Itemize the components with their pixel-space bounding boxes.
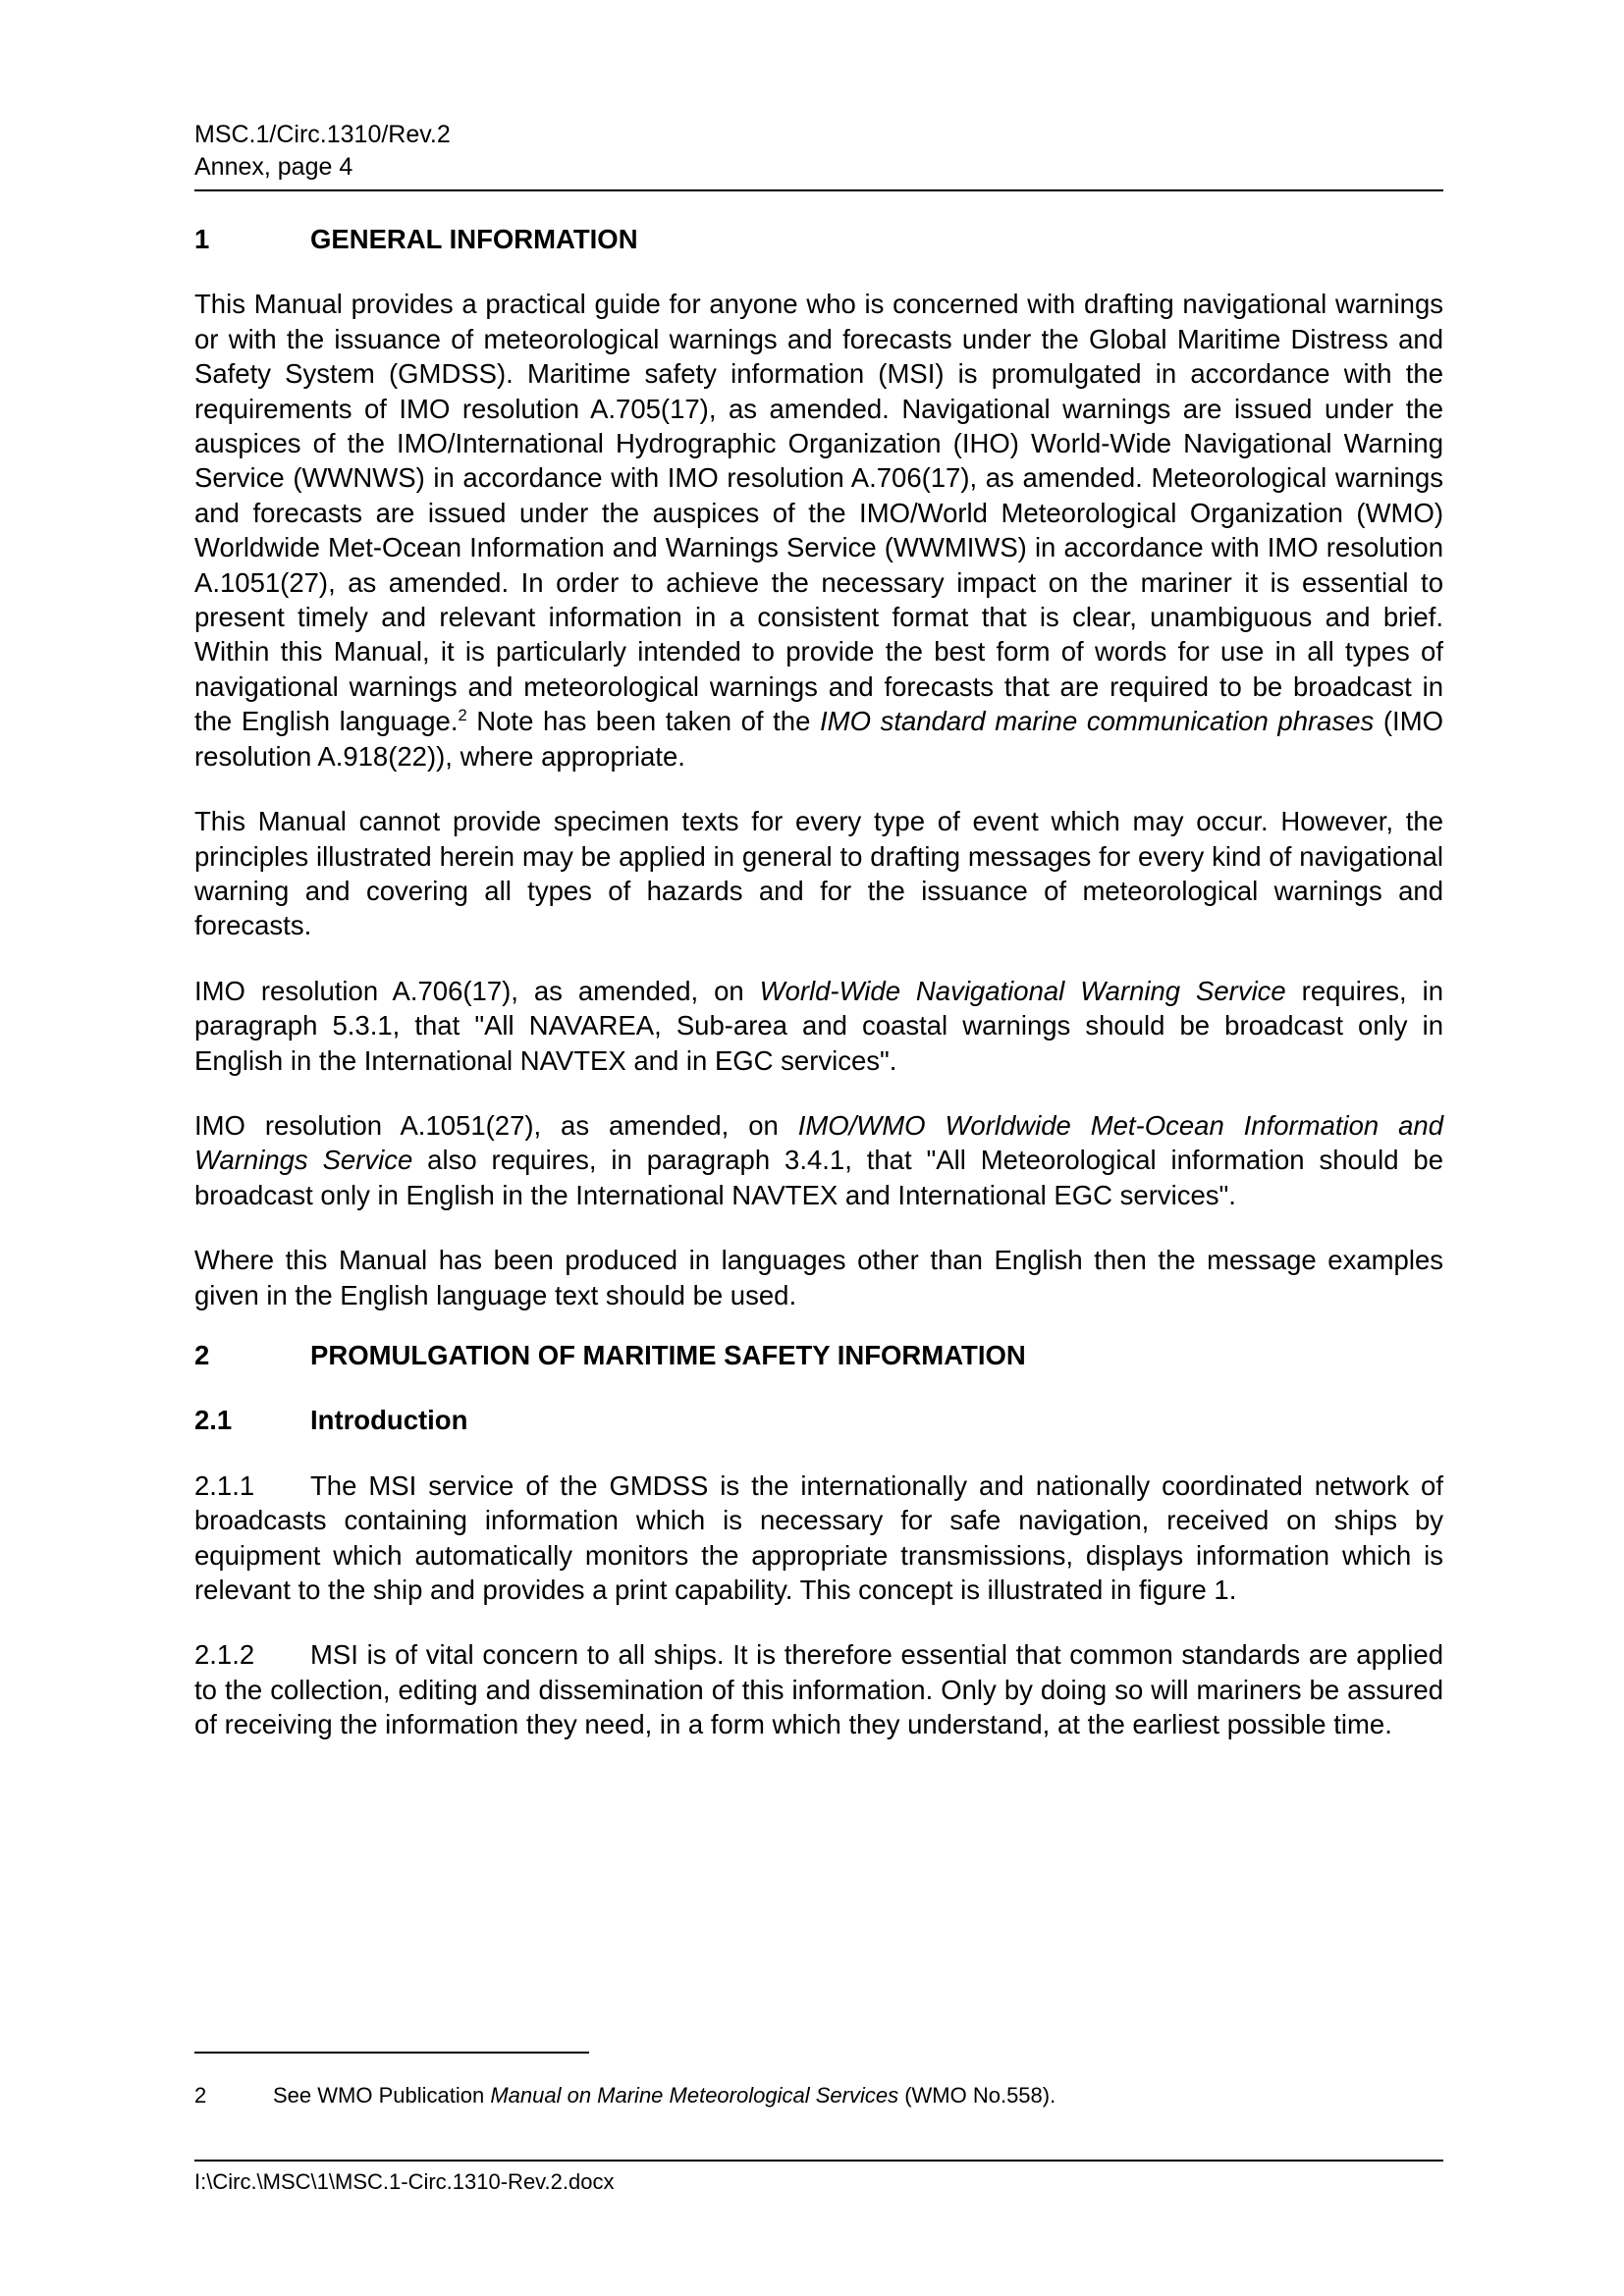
section-2-heading [194,1338,1443,1372]
paragraph: Where this Manual has been produced in languages other than English then the message examples given in the English language text should be used. [194,1245,1443,1310]
section-title: PROMULGATION OF MARITIME SAFETY INFORMATION [310,1339,1026,1370]
paragraph: IMO resolution A.706(17), as amended, on World-Wide Navigational Warning Service requires, in paragraph 5.3.1, that "All NAVAREA, Sub-area and coastal warnings should be broadcast only in English in the International NAVTEX and in EGC services". [194,975,1443,1076]
section-title: GENERAL INFORMATION [310,224,638,254]
footer-rule [194,2160,1443,2162]
paragraph-number: 2.1.2 [194,1639,255,1671]
footnote-number: 2 [194,2083,207,2108]
subsection-title: Introduction [310,1405,468,1436]
footnote [194,2081,1443,2110]
page-body [194,222,1443,1773]
subsection-heading [194,1403,1443,1437]
footnote-separator [194,2052,589,2054]
file-path-footer: I:\Circ.\MSC\1\MSC.1-Circ.1310-Rev.2.docx [194,2169,615,2194]
page-label: Annex, page 4 [194,153,353,181]
footnote-reference[interactable]: 2 [458,707,467,725]
paragraph-number: 2.1.1 [194,1469,255,1501]
header-rule [194,189,1443,191]
page-header [194,119,1443,184]
numbered-paragraph: 2.1.2 MSI is of vital concern to all ships. It is therefore essential that common standards are applied to the collection, editing and dissemination of this information. Only by doing so will mariners be assured of receiving the information they need, in a form which they understand, at the earliest possible time. [194,1639,1443,1740]
paragraph: IMO resolution A.1051(27), as amended, on IMO/WMO Worldwide Met-Ocean Information and Warnings Service also requires, in paragraph 3.4.1, that "All Meteorological information should be broadcast only in English in the International NAVTEX and International EGC services". [194,1109,1443,1210]
footnote-text: See WMO Publication Manual on Marine Meteorological Services (WMO No.558). [273,2083,1056,2108]
document-reference: MSC.1/Circ.1310/Rev.2 [194,121,451,148]
subsection-number: 2.1 [194,1405,233,1436]
section-1-heading [194,222,1443,256]
paragraph: This Manual provides a practical guide for anyone who is concerned with drafting navigational warnings or with the issuance of meteorological warnings and forecasts under the Global Maritime Distress and Safety System (GMDSS). Maritime safety information (MSI) is promulgated in accordance with the requirements of IMO resolution A.705(17), as amended. Navigational warnings are issued under the auspices of the IMO/International Hydrographic Organization (IHO) World-Wide Navigational Warning Service (WWNWS) in accordance with IMO resolution A.706(17), as amended. Meteorological warnings and forecasts are issued under the auspices of the IMO/World Meteorological Organization (WMO) Worldwide Met-Ocean Information and Warnings Service (WWMIWS) in accordance with IMO resolution A.1051(27), as amended. In order to achieve the necessary impact on the mariner it is essential to present timely and relevant information in a consistent format that is clear, unambiguous and brief. Within this Manual, it is particularly intended to provide the best form of words for use in all types of navigational warnings and meteorological warnings and forecasts that are required to be broadcast in the English language.$^2$ Note has been taken of the IMO standard marine communication phrases (IMO resolution A.918(22)), where appropriate. [194,289,1443,772]
section-number: 2 [194,1339,210,1370]
section-number: 1 [194,224,210,254]
paragraph: This Manual cannot provide specimen texts for every type of event which may occur. However, the principles illustrated herein may be applied in general to drafting messages for every kind of navigational warning and covering all types of hazards and for the issuance of meteorological warnings and forecasts. [194,806,1443,941]
numbered-paragraph: 2.1.1 The MSI service of the GMDSS is the internationally and nationally coordinated network of broadcasts containing information which is necessary for safe navigation, received on ships by equipment which automatically monitors the appropriate transmissions, displays information which is relevant to the ship and provides a print capability. This concept is illustrated in figure 1. [194,1469,1443,1605]
